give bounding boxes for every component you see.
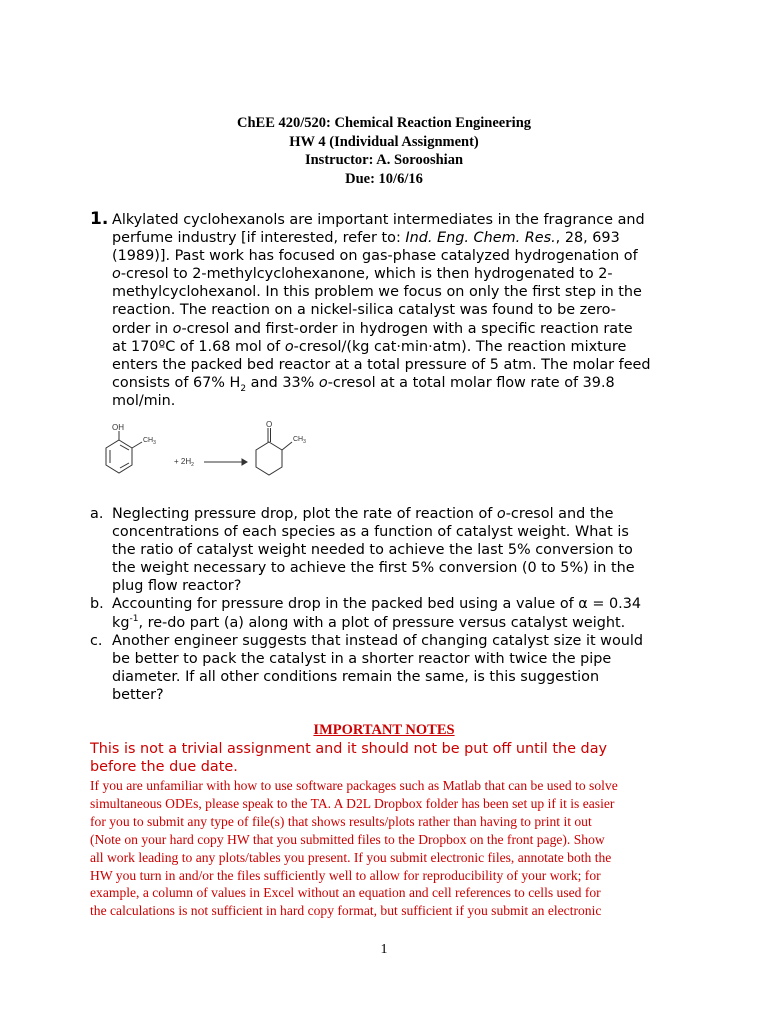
question-parts <box>90 505 690 704</box>
part-text-line: diameter. If all other conditions remain the same, is this suggestion <box>112 668 600 685</box>
part-text-line: $kg^{-1}$, re-do part (a) along with a plot of pressure versus catalyst weight. <box>112 613 626 631</box>
notes-title: IMPORTANT NOTES <box>313 722 455 738</box>
question-text-line: (1989)]. Past work has focused on gas-phase catalyzed hydrogenation of <box>112 248 638 265</box>
question-text-line: enters the packed bed reactor at a total pressure of 5 atm. The molar feed <box>112 356 651 373</box>
part-text-line: plug flow reactor? <box>112 578 242 595</box>
notes-body-line: all work leading to any plots/tables you present. If you submit electronic files, annotate both the <box>90 849 612 865</box>
part-text-line: Neglecting pressure drop, plot the rate of reaction of o-cresol and the <box>112 506 614 522</box>
part-text-line: better? <box>112 686 164 703</box>
question-part <box>90 505 690 595</box>
question-part <box>90 595 690 631</box>
assignment-header <box>0 114 768 189</box>
question-text-line: at 170ºC of 1.68 mol of o-cresol/(kg cat·min·atm). The reaction mixture <box>112 338 627 355</box>
question-text-line: consists of 67% $H_2$ and 33% o-cresol at a total molar flow rate of 39.8 <box>112 374 615 394</box>
methylcyclohexanone-structure <box>256 428 292 475</box>
part-text-line: concentrations of each species as a function of catalyst weight. What is <box>112 524 629 541</box>
notes-body <box>90 777 690 920</box>
reactant-oh-label: OH <box>112 423 124 432</box>
notes-lead <box>90 740 690 776</box>
question-text-line: mol/min. <box>112 392 176 409</box>
question-text-line: reaction. The reaction on a nickel-silica catalyst was found to be zero- <box>112 302 616 319</box>
page-number: 1 <box>380 942 388 957</box>
question-number: 1. <box>90 209 109 229</box>
part-text-line: Accounting for pressure drop in the packed bed using a value of α = 0.34 <box>112 596 642 613</box>
notes-body-line: example, a column of values in Excel without an equation and cell references to cells used for <box>90 885 601 901</box>
o-cresol-structure <box>106 431 142 473</box>
question-text <box>112 211 687 410</box>
part-text-line: the weight necessary to achieve the first 5% conversion (0 to 5%) in the <box>112 560 635 577</box>
reaction-scheme <box>92 418 322 498</box>
question-text-line: order in o-cresol and first-order in hydrogen with a specific reaction rate <box>112 320 633 337</box>
product-o-label: O <box>266 420 273 429</box>
question-part <box>90 632 690 704</box>
instructor-name: Instructor: A. Sorooshian <box>304 152 464 169</box>
notes-body-line: HW you turn in and/or the files sufficiently well to allow for reproducibility of your work; for <box>90 867 601 883</box>
part-text-line: Another engineer suggests that instead of changing catalyst size it would <box>112 632 644 649</box>
course-title: ChEE 420/520: Chemical Reaction Engineering <box>236 115 532 131</box>
question-text-line: Alkylated cyclohexanols are important intermediates in the fragrance and <box>112 212 645 228</box>
notes-body-line: If you are unfamiliar with how to use software packages such as Matlab that can be used to solve <box>90 778 618 793</box>
reaction-arrow <box>204 459 247 465</box>
question-text-line: methylcyclohexanol. In this problem we focus on only the first step in the <box>112 284 642 301</box>
notes-body-line: simultaneous ODEs, please speak to the TA. A D2L Dropbox folder has been set up if it is easier <box>90 795 615 811</box>
assignment-title: HW 4 (Individual Assignment) <box>289 133 479 150</box>
part-label: c. <box>90 632 103 649</box>
part-text-line: the ratio of catalyst weight needed to achieve the last 5% conversion to <box>112 542 633 559</box>
notes-lead-line: before the due date. <box>90 759 238 776</box>
part-label: a. <box>90 506 104 522</box>
part-text-line: be better to pack the catalyst in a shorter reactor with twice the pipe <box>112 650 612 667</box>
question-text-line: perfume industry [if interested, refer to: Ind. Eng. Chem. Res., 28, 693 <box>112 230 620 247</box>
part-label: b. <box>90 596 104 613</box>
notes-lead-line: This is not a trivial assignment and it should not be put off until the day <box>90 741 608 757</box>
notes-body-line: (Note on your hard copy HW that you submitted files to the Dropbox on the front page). Show <box>90 831 605 847</box>
due-date: Due: 10/6/16 <box>345 171 423 188</box>
product-ch3-label: $CH_3$ <box>293 436 306 445</box>
notes-body-line: the calculations is not sufficient in hard copy format, but sufficient if you submit an electronic <box>90 903 602 919</box>
question-text-line: o-cresol to 2-methylcyclohexanone, which is then hydrogenated to 2- <box>112 266 613 283</box>
notes-body-line: for you to submit any type of file(s) that shows results/plots rather than having to print it out <box>90 813 592 829</box>
hydrogen-label: + $2H_2$ <box>174 457 194 468</box>
reactant-ch3-label: $CH_3$ <box>143 437 156 446</box>
